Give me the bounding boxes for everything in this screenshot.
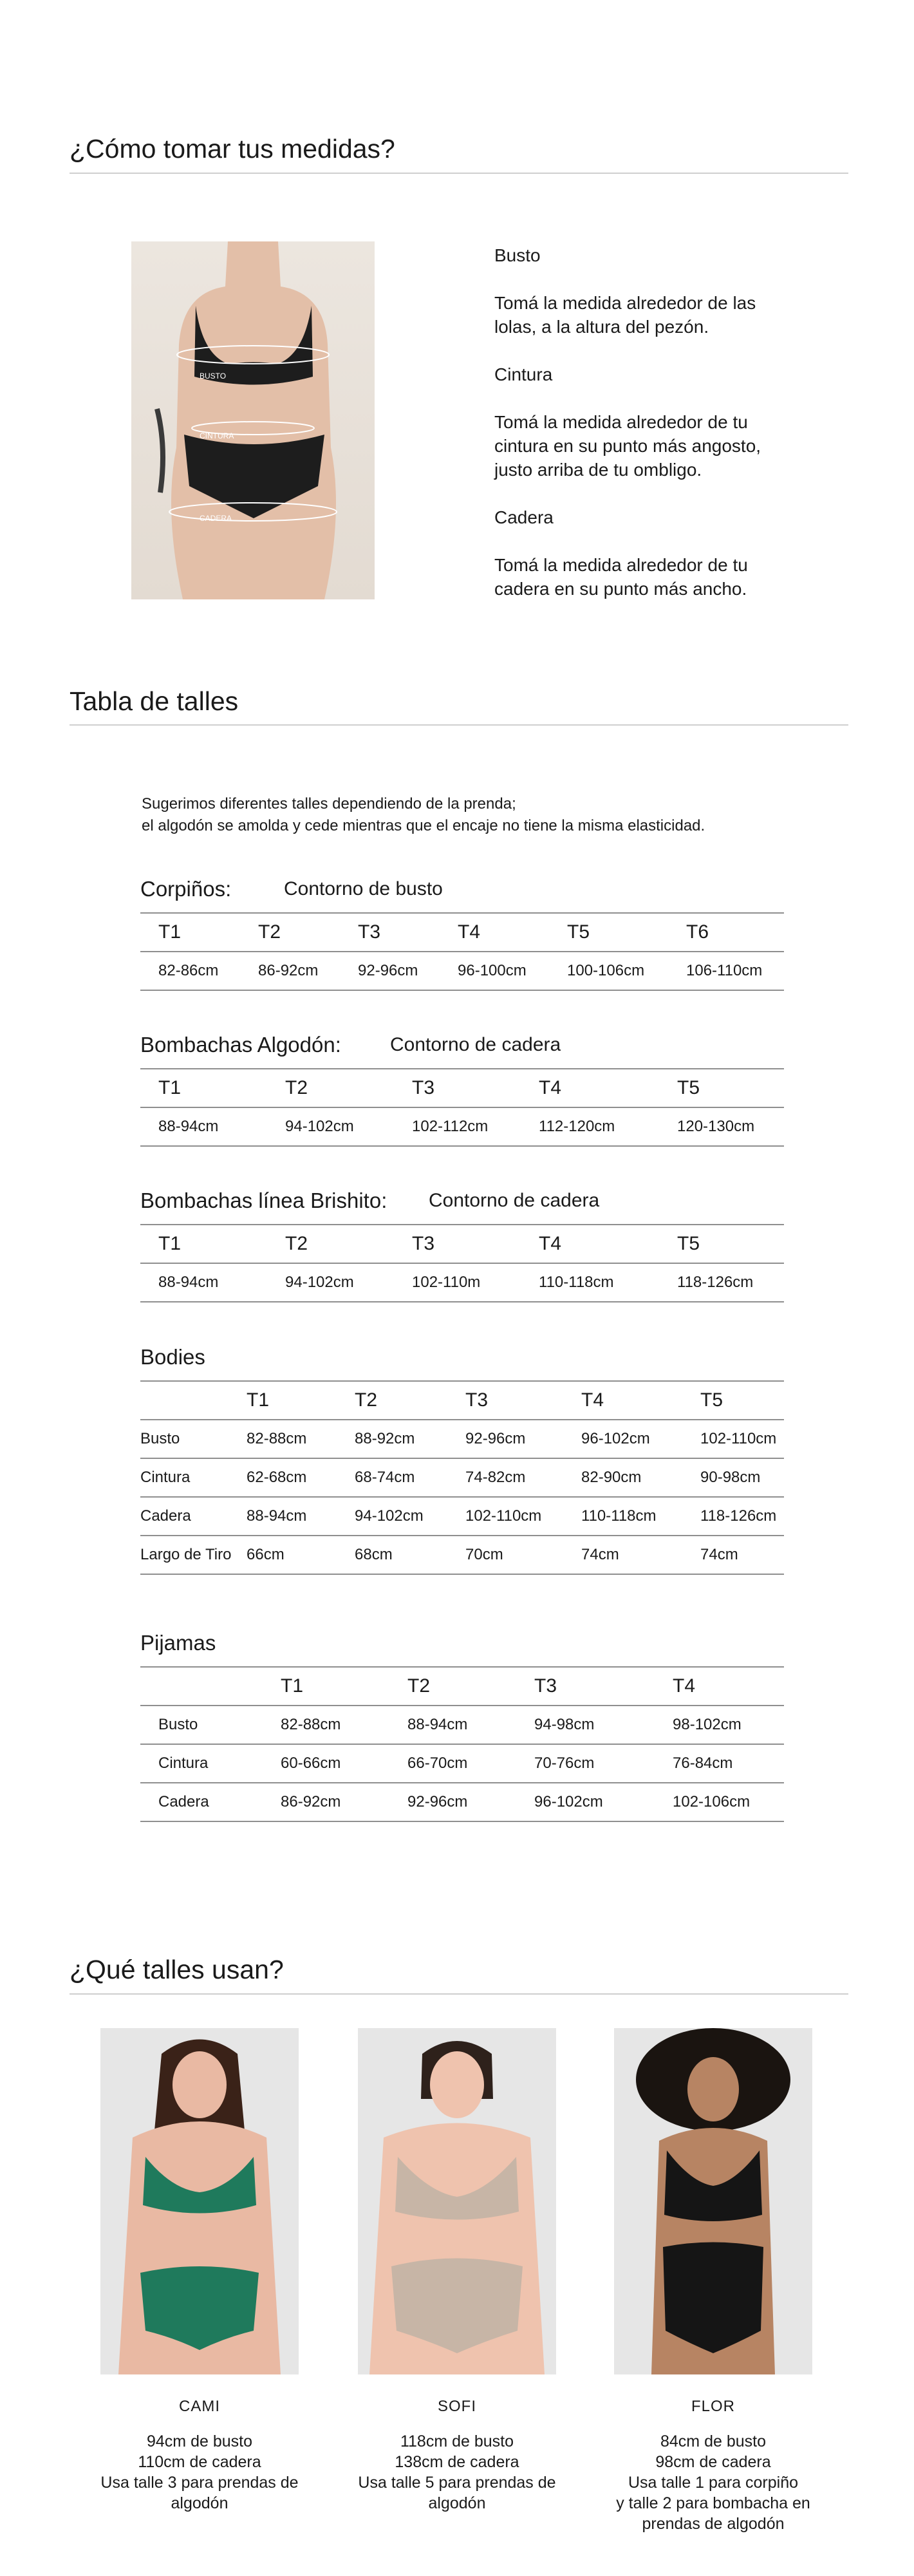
size-value: 94-102cm	[267, 1107, 394, 1146]
size-value: 74-82cm	[465, 1458, 581, 1497]
size-value: 88-94cm	[389, 1706, 516, 1744]
table-row	[140, 1744, 784, 1783]
size-header: T2	[267, 1225, 394, 1263]
model-card-cami	[97, 2028, 303, 2514]
table-title: Pijamas	[140, 1631, 216, 1655]
table-pijamas	[140, 1629, 784, 1822]
size-value: 94-102cm	[355, 1497, 465, 1536]
size-value: 74cm	[700, 1536, 784, 1574]
sizes-intro: Sugerimos diferentes talles dependiendo de la prenda; el algodón se amolda y cede mientras que el encaje no tiene la misma elasticidad.	[142, 795, 705, 834]
size-value: 62-68cm	[247, 1458, 355, 1497]
size-header: T3	[394, 1225, 521, 1263]
size-value: 98-102cm	[655, 1706, 784, 1744]
table-header-row	[140, 1381, 784, 1420]
size-header: T5	[700, 1381, 784, 1420]
size-value: 70cm	[465, 1536, 581, 1574]
size-header: T5	[659, 1069, 784, 1107]
table-title: Corpiños:	[140, 877, 232, 901]
model-photo	[614, 2028, 812, 2374]
size-value: 82-90cm	[581, 1458, 700, 1497]
measure-instructions	[494, 243, 790, 625]
size-value: 112-120cm	[521, 1107, 659, 1146]
size-value: 76-84cm	[655, 1744, 784, 1783]
size-value: 92-96cm	[340, 952, 440, 990]
row-label: Cintura	[140, 1458, 247, 1497]
size-value: 86-92cm	[263, 1783, 389, 1821]
size-value: 102-110cm	[700, 1420, 784, 1458]
divider	[70, 724, 848, 726]
size-value: 118-126cm	[659, 1263, 784, 1302]
row-label: Cadera	[140, 1497, 247, 1536]
table-title: Bombachas línea Brishito:	[140, 1189, 387, 1212]
table-corpinos	[140, 875, 784, 991]
size-header: T2	[355, 1381, 465, 1420]
size-value: 94-102cm	[267, 1263, 394, 1302]
table-row	[140, 1263, 784, 1302]
size-value: 102-106cm	[655, 1783, 784, 1821]
size-value: 68cm	[355, 1536, 465, 1574]
size-value: 118-126cm	[700, 1497, 784, 1536]
size-header: T2	[240, 913, 340, 952]
row-label: Largo de Tiro	[140, 1536, 247, 1574]
table-subtitle: Contorno de busto	[284, 878, 443, 899]
size-value: 92-96cm	[389, 1783, 516, 1821]
model-figure-illustration	[614, 2028, 812, 2374]
size-value: 60-66cm	[263, 1744, 389, 1783]
model-card-sofi	[354, 2028, 560, 2514]
measure-name-cintura: Cintura	[494, 364, 553, 384]
row-label: Cintura	[140, 1744, 263, 1783]
model-name: SOFI	[437, 2398, 476, 2415]
size-value: 66-70cm	[389, 1744, 516, 1783]
size-value: 88-92cm	[355, 1420, 465, 1458]
model-card-flor	[610, 2028, 816, 2534]
size-header: T3	[516, 1667, 655, 1706]
measure-desc-busto: Tomá la medida alrededor de las lolas, a la altura del pezón.	[494, 293, 756, 337]
table-row	[140, 1497, 784, 1536]
size-value: 82-86cm	[140, 952, 240, 990]
size-value: 110-118cm	[581, 1497, 700, 1536]
size-header: T5	[549, 913, 668, 952]
size-value: 68-74cm	[355, 1458, 465, 1497]
size-header: T1	[140, 1069, 267, 1107]
model-name: CAMI	[179, 2398, 220, 2415]
size-value: 94-98cm	[516, 1706, 655, 1744]
size-header: T2	[267, 1069, 394, 1107]
table-subtitle: Contorno de cadera	[429, 1190, 600, 1211]
size-value: 74cm	[581, 1536, 700, 1574]
divider	[70, 173, 848, 174]
row-label: Busto	[140, 1420, 247, 1458]
measure-photo	[131, 241, 375, 599]
size-value: 88-94cm	[140, 1263, 267, 1302]
model-description: 84cm de busto 98cm de cadera Usa talle 1 para corpiño y talle 2 para bombacha en prendas de algodón	[616, 2432, 810, 2533]
size-header: T2	[389, 1667, 516, 1706]
table-title: Bodies	[140, 1345, 205, 1369]
table-title: Bombachas Algodón:	[140, 1033, 341, 1057]
size-value: 70-76cm	[516, 1744, 655, 1783]
size-header: T4	[440, 913, 549, 952]
table-row	[140, 1107, 784, 1146]
size-value: 88-94cm	[247, 1497, 355, 1536]
model-photo	[358, 2028, 556, 2374]
model-figure-illustration	[358, 2028, 556, 2374]
table-header-row	[140, 913, 784, 952]
size-header: T4	[521, 1225, 659, 1263]
table-row	[140, 1420, 784, 1458]
row-label: Busto	[140, 1706, 263, 1744]
table-row	[140, 1536, 784, 1574]
size-header: T5	[659, 1225, 784, 1263]
table-row	[140, 1783, 784, 1821]
table-row	[140, 1458, 784, 1497]
models-title: ¿Qué talles usan?	[70, 1955, 284, 1984]
size-header: T3	[394, 1069, 521, 1107]
body-figure-illustration	[131, 241, 375, 599]
size-value: 82-88cm	[247, 1420, 355, 1458]
size-value: 120-130cm	[659, 1107, 784, 1146]
photo-label-cadera: CADERA	[200, 514, 232, 523]
size-value: 82-88cm	[263, 1706, 389, 1744]
model-figure-illustration	[100, 2028, 299, 2374]
size-header: T3	[465, 1381, 581, 1420]
size-value: 86-92cm	[240, 952, 340, 990]
model-photo	[100, 2028, 299, 2374]
size-header: T1	[140, 1225, 267, 1263]
model-description: 118cm de busto 138cm de cadera Usa talle 5 para prendas de algodón	[358, 2432, 556, 2512]
table-row	[140, 1706, 784, 1744]
measure-title: ¿Cómo tomar tus medidas?	[70, 134, 395, 164]
size-value: 88-94cm	[140, 1107, 267, 1146]
size-value: 96-102cm	[581, 1420, 700, 1458]
size-value: 96-100cm	[440, 952, 549, 990]
table-row	[140, 952, 784, 990]
measure-name-busto: Busto	[494, 245, 541, 265]
size-header: T1	[263, 1667, 389, 1706]
size-value: 102-110m	[394, 1263, 521, 1302]
table-header-row	[140, 1667, 784, 1706]
model-description: 94cm de busto 110cm de cadera Usa talle 3 para prendas de algodón	[100, 2432, 299, 2512]
size-value: 66cm	[247, 1536, 355, 1574]
table-bombachas-algodon	[140, 1031, 784, 1147]
size-value: 90-98cm	[700, 1458, 784, 1497]
measure-desc-cintura: Tomá la medida alrededor de tu cintura en su punto más angosto, justo arriba de tu ombligo.	[494, 412, 761, 480]
size-header: T1	[247, 1381, 355, 1420]
size-header: T4	[581, 1381, 700, 1420]
model-name: FLOR	[691, 2398, 735, 2415]
size-header: T4	[521, 1069, 659, 1107]
size-header: T1	[140, 913, 240, 952]
size-header: T6	[668, 913, 784, 952]
table-header-row	[140, 1069, 784, 1107]
size-value: 100-106cm	[549, 952, 668, 990]
row-label: Cadera	[140, 1783, 263, 1821]
size-value: 96-102cm	[516, 1783, 655, 1821]
measure-name-cadera: Cadera	[494, 507, 554, 527]
photo-label-busto: BUSTO	[200, 371, 227, 381]
table-header-row	[140, 1225, 784, 1263]
measure-desc-cadera: Tomá la medida alrededor de tu cadera en su punto más ancho.	[494, 555, 748, 599]
size-value: 106-110cm	[668, 952, 784, 990]
size-header: T4	[655, 1667, 784, 1706]
size-value: 92-96cm	[465, 1420, 581, 1458]
size-value: 102-112cm	[394, 1107, 521, 1146]
photo-label-cintura: CINTURA	[200, 431, 234, 440]
sizes-title: Tabla de talles	[70, 686, 239, 716]
table-bombachas-brishito	[140, 1187, 784, 1302]
size-value: 102-110cm	[465, 1497, 581, 1536]
table-bodies	[140, 1343, 784, 1575]
divider	[70, 1993, 848, 1995]
size-value: 110-118cm	[521, 1263, 659, 1302]
size-header: T3	[340, 913, 440, 952]
table-subtitle: Contorno de cadera	[390, 1034, 561, 1055]
